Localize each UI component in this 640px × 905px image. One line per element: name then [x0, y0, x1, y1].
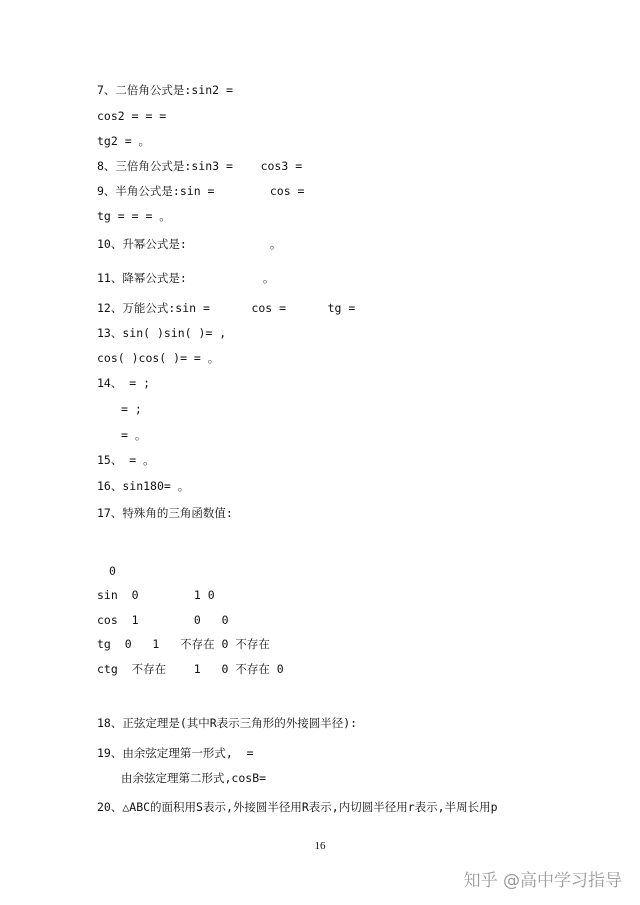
zhihu-watermark: 知乎 @高中学习指导 — [463, 871, 622, 891]
table-header-row: 0 — [109, 564, 116, 578]
doc-line-cos2: cos2 = = = — [97, 109, 167, 123]
doc-line-10-raise-power: 10、升幂公式是: 。 — [97, 237, 282, 251]
doc-line-11-reduce-power: 11、降幂公式是: 。 — [97, 271, 275, 285]
doc-line-19-cosine-law-1: 19、由余弦定理第一形式, = — [97, 746, 254, 760]
table-row-tg: tg 0 1 不存在 0 不存在 — [97, 637, 270, 651]
table-row-cos: cos 1 0 0 — [97, 613, 229, 627]
doc-line-cos-product: cos( )cos( )= = 。 — [97, 351, 220, 365]
page-number: 16 — [314, 840, 326, 852]
doc-line-7-double-angle: 7、二倍角公式是:sin2 = — [97, 83, 233, 97]
doc-line-19-cosine-law-2: 由余弦定理第二形式,cosB= — [121, 771, 267, 785]
doc-line-15: 15、 = 。 — [97, 453, 155, 467]
doc-line-14: 14、 = ; — [97, 376, 151, 390]
doc-line-9-half-angle: 9、半角公式是:sin = cos = — [97, 184, 305, 198]
doc-line-tg-half: tg = = = 。 — [97, 209, 171, 223]
doc-line-8-triple-angle: 8、三倍角公式是:sin3 = cos3 = — [97, 159, 303, 173]
doc-line-14-b: = ; — [121, 402, 142, 416]
doc-line-13-sin-product: 13、sin( )sin( )= , — [97, 326, 227, 340]
doc-line-tg2: tg2 = 。 — [97, 134, 151, 148]
doc-line-14-c: = 。 — [121, 428, 147, 442]
doc-line-12-universal: 12、万能公式:sin = cos = tg = — [97, 301, 356, 315]
table-row-sin: sin 0 1 0 — [97, 588, 215, 602]
doc-line-16-sin180: 16、sin180= 。 — [97, 479, 190, 493]
doc-line-17-special-angles: 17、特殊角的三角函数值: — [97, 506, 233, 520]
doc-line-18-sine-law: 18、正弦定理是(其中R表示三角形的外接圆半径): — [97, 716, 358, 730]
doc-line-20-triangle-area: 20、△ABC的面积用S表示,外接圆半径用R表示,内切圆半径用r表示,半周长用p — [97, 800, 498, 814]
table-row-ctg: ctg 不存在 1 0 不存在 0 — [97, 662, 284, 676]
